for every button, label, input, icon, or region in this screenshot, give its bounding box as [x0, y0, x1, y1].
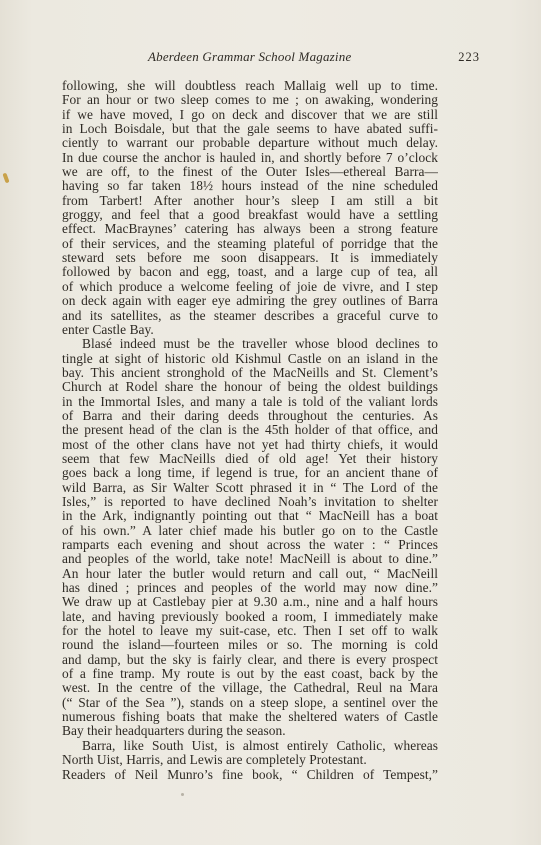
text-line: An hour later the butler would return and call out, “ MacNeill: [62, 565, 438, 581]
text-line: wild Barra, as Sir Walter Scott phrased it in “ The Lord of the: [62, 479, 438, 495]
text-line: we are off, to the finest of the Outer Isles—ethereal Barra—: [62, 164, 438, 180]
text-line: steward sets before me soon disappears. It is immediately: [62, 250, 438, 266]
text-line: Bay their headquarters during the season.: [62, 723, 286, 739]
body-text: [62, 79, 438, 782]
text-line: In due course the anchor is hauled in, and shortly before 7 o’clock: [62, 149, 438, 165]
text-line: and peoples of the world, take note! MacNeill is about to dine.”: [62, 551, 438, 567]
text-line: Church at Rodel share the honour of being the oldest buildings: [62, 379, 438, 395]
text-line: goes back a long time, if legend is true, for an ancient thane of: [62, 465, 438, 481]
text-line: seem that few MacNeills died of old age! Yet their history: [62, 450, 438, 466]
text-line: round the island—fourteen miles or so. The morning is cold: [62, 637, 438, 653]
text-line: followed by bacon and egg, toast, and a large cup of tea, all: [62, 264, 438, 280]
text-line: ramparts each evening and shout across the water : “ Princes: [62, 537, 438, 552]
text-line: of his own.” A later chief made his butler go on to the Castle: [62, 522, 438, 538]
text-line: ciently to warrant our probable departure without much delay.: [62, 135, 438, 151]
text-line: has dined ; princes and peoples of the world may now dine.”: [62, 580, 438, 596]
text-line: the present head of the clan is the 45th holder of that office, and: [62, 422, 438, 438]
text-line: late, and having previously booked a room, I immediately make: [62, 608, 438, 624]
text-line: most of the other clans have not yet had thirty chiefs, it would: [62, 436, 438, 452]
text-line: from Tarbert! After another hour’s sleep I am still a bit: [62, 192, 438, 208]
text-line: Barra, like South Uist, is almost entirely Catholic, whereas: [82, 737, 438, 753]
text-line: Readers of Neil Munro’s fine book, “ Children of Tempest,”: [62, 766, 438, 782]
text-line: following, she will doubtless reach Mallaig well up to time.: [62, 78, 438, 93]
text-line: on deck again with eager eye admiring the grey outlines of Barra: [62, 293, 438, 309]
text-line: for the hotel to leave my suit-case, etc. Then I set off to walk: [62, 623, 438, 639]
text-line: Blasé indeed must be the traveller whose blood declines to: [82, 336, 438, 352]
text-line: North Uist, Harris, and Lewis are completely Protestant.: [62, 752, 367, 768]
text-line: in Loch Boisdale, but that the gale seems to have abated suffi-: [62, 121, 438, 137]
text-line: west. In the centre of the village, the Cathedral, Reul na Mara: [62, 680, 438, 696]
text-line: (“ Star of the Sea ”), stands on a steep slope, a sentinel over the: [62, 694, 438, 710]
text-line: Isles,” is reported to have declined Noah’s invitation to shelter: [62, 493, 438, 509]
text-line: enter Castle Bay.: [62, 321, 154, 337]
journal-title: Aberdeen Grammar School Magazine: [148, 49, 352, 64]
text-line: in the Immortal Isles, and many a tale is told of the valiant lords: [62, 393, 438, 409]
text-line: tingle at sight of historic old Kishmul Castle on an island in the: [62, 350, 438, 366]
text-line: bay. This ancient stronghold of the MacNeills and St. Clement’s: [62, 364, 438, 380]
text-line: For an hour or two sleep comes to me ; on awaking, wondering: [62, 92, 438, 108]
page-number: 223: [458, 50, 480, 64]
text-line: if we have moved, I go on deck and discover that we are still: [62, 106, 438, 122]
text-line: and damp, but the sky is fairly clear, and there is every prospect: [62, 651, 438, 667]
text-line: of a fine tramp. My route is out by the east coast, back by the: [62, 666, 438, 682]
text-line: of Barra and their daring deeds throughout the centuries. As: [62, 407, 438, 423]
text-line: of which produce a welcome feeling of joie de vivre, and I step: [62, 278, 438, 294]
text-line: groggy, and feel that a good breakfast would have a settling: [62, 207, 438, 223]
text-line: We draw up at Castlebay pier at 9.30 a.m., nine and a half hours: [62, 594, 438, 610]
text-line: effect. MacBraynes’ catering has always been a strong feature: [62, 221, 438, 237]
text-line: numerous fishing boats that make the sheltered waters of Castle: [62, 709, 438, 725]
running-head: [60, 49, 480, 67]
text-line: and its satellites, as the steamer describes a graceful curve to: [62, 307, 438, 323]
margin-ink-mark: [2, 173, 9, 184]
text-line: having so far taken 18½ hours instead of the nine scheduled: [62, 178, 438, 194]
paper-speck: [181, 793, 184, 796]
text-line: in the Ark, indignantly pointing out that “ MacNeill has a boat: [62, 508, 438, 524]
text-line: of their services, and the steaming plateful of porridge that the: [62, 235, 438, 251]
